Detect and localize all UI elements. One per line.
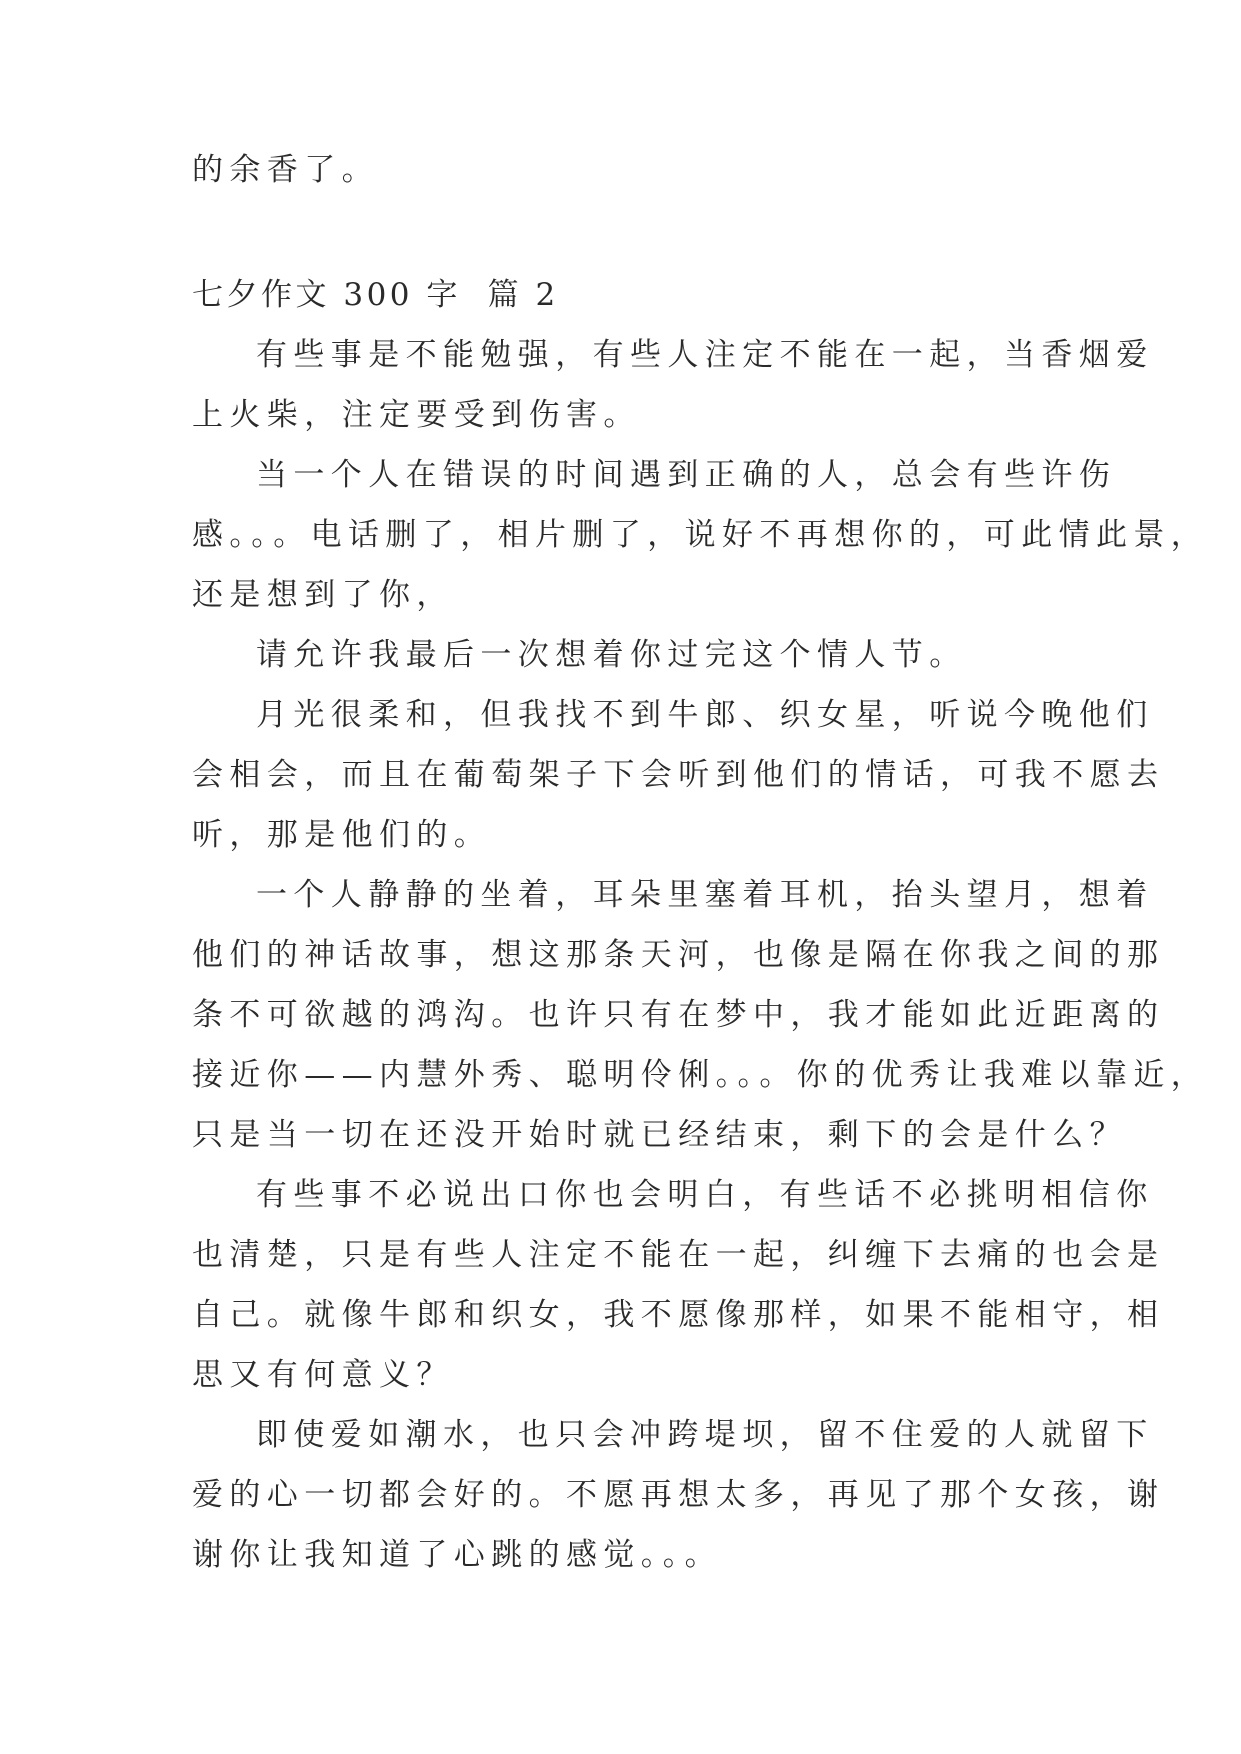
- intro-line: 的余香了。: [192, 152, 379, 188]
- paragraph-line: 谢你让我知道了心跳的感觉。。。: [192, 1537, 722, 1573]
- paragraph-line: 感。。。电话删了，相片删了，说好不再想你的，可此情此景，: [192, 517, 1209, 553]
- paragraph-line: 爱的心一切都会好的。不愿再想太多，再见了那个女孩，谢: [192, 1477, 1165, 1513]
- paragraph-line: 条不可欲越的鸿沟。也许只有在梦中，我才能如此近距离的: [192, 997, 1165, 1033]
- paragraph-line: 他们的神话故事，想这那条天河，也像是隔在你我之间的那: [192, 937, 1165, 973]
- paragraph: [192, 695, 1165, 855]
- paragraph-line: 也清楚，只是有些人注定不能在一起，纠缠下去痛的也会是: [192, 1237, 1165, 1273]
- paragraph-line: 接近你——内慧外秀、聪明伶俐。。。你的优秀让我难以靠近，: [192, 1057, 1209, 1093]
- paragraph: [192, 1415, 1165, 1575]
- paragraph-line: 一个人静静的坐着，耳朵里塞着耳机，抬头望月，想着: [256, 877, 1154, 913]
- paragraph-line: 只是当一切在还没开始时就已经结束，剩下的会是什么？: [192, 1117, 1127, 1153]
- paragraph: [192, 635, 1052, 675]
- paragraph-line: 即使爱如潮水，也只会冲跨堤坝，留不住爱的人就留下: [256, 1417, 1154, 1453]
- paragraph: [192, 335, 1154, 435]
- paragraph: [192, 455, 1209, 615]
- paragraph-line: 思又有何意义？: [192, 1357, 454, 1393]
- paragraph-line: 听，那是他们的。: [192, 817, 492, 853]
- paragraph-line: 会相会，而且在葡萄架子下会听到他们的情话，可我不愿去: [192, 757, 1165, 793]
- paragraph-line: 当一个人在错误的时间遇到正确的人，总会有些许伤: [256, 457, 1117, 493]
- paragraph: [192, 1175, 1165, 1395]
- paragraph-line: 自己。就像牛郎和织女，我不愿像那样，如果不能相守，相: [192, 1297, 1165, 1333]
- paragraph: [192, 875, 1209, 1155]
- paragraph-line: 有些事是不能勉强，有些人注定不能在一起，当香烟爱: [256, 337, 1154, 373]
- section-heading: 七夕作文 300 字 篇 2: [192, 277, 559, 313]
- paragraph-line: 月光很柔和，但我找不到牛郎、织女星，听说今晚他们: [256, 697, 1154, 733]
- document-page: [192, 150, 1209, 1575]
- paragraph-line: 有些事不必说出口你也会明白，有些话不必挑明相信你: [256, 1177, 1154, 1213]
- paragraph-line: 请允许我最后一次想着你过完这个情人节。: [256, 637, 967, 673]
- paragraph-line: 上火柴，注定要受到伤害。: [192, 397, 641, 433]
- paragraph-line: 还是想到了你，: [192, 577, 454, 613]
